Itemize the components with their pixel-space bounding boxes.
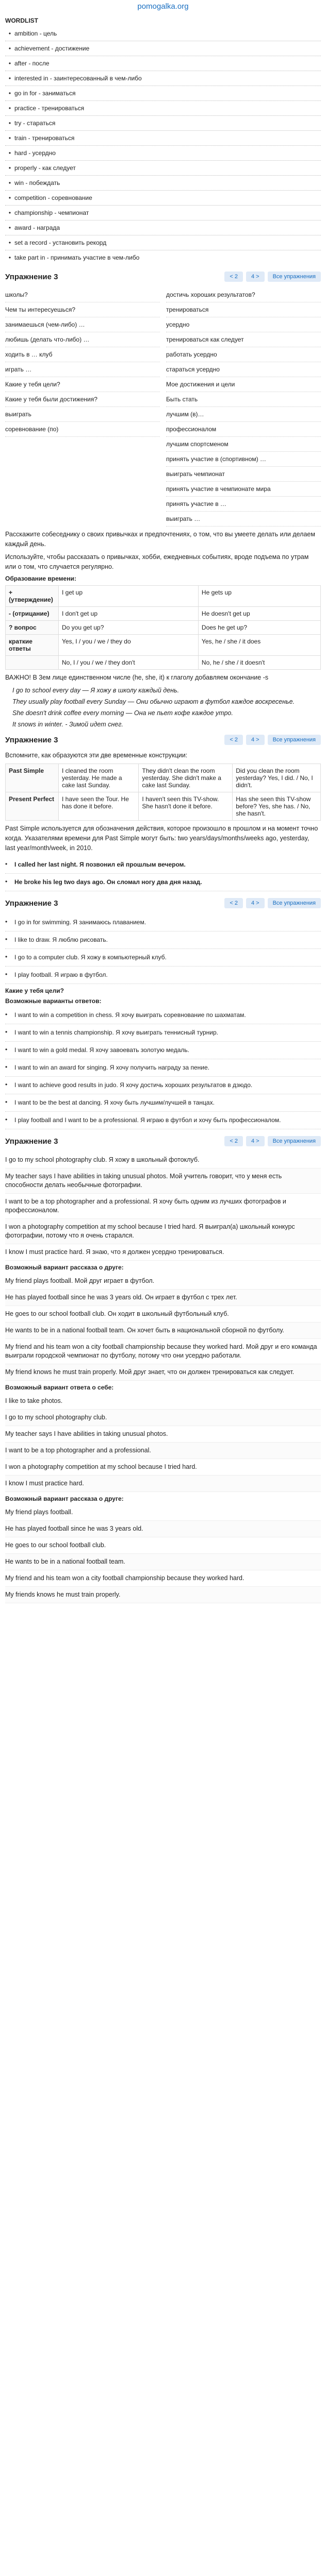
list-item: профессионалом (166, 422, 321, 437)
table-row (6, 764, 321, 792)
list-item: соревнование (по) (5, 422, 160, 437)
exercise-nav (224, 898, 321, 908)
ex5-self-label: Возможный вариант ответа о себе: (5, 1384, 114, 1391)
list-item-text: championship - чемпионат (14, 209, 89, 216)
bullet-icon: • (5, 1116, 8, 1123)
exercise-1 (0, 270, 326, 527)
list-item: усердно (166, 317, 321, 332)
answer-line: My friend and his team won a city football championship because they worked hard. (5, 1570, 321, 1587)
list-item-text: try - стараться (14, 120, 56, 127)
next-exercise-button[interactable]: 4 > (246, 898, 265, 908)
table-cell: Yes, I / you / we / they do (59, 635, 199, 656)
exercise-2 (0, 530, 326, 728)
list-item-text: I play football. Я играю в футбол. (14, 971, 108, 978)
answer-line: He has played football since he was 3 years old. (5, 1521, 321, 1537)
site-title[interactable]: pomogalka.org (137, 2, 189, 11)
answer-line: He goes to our school football club. Он ходит в школьный футбольный клуб. (5, 1306, 321, 1323)
bullet-icon: • (8, 179, 11, 187)
all-exercises-button[interactable]: Все упражнения (268, 735, 321, 745)
row-label: + (утверждение) (6, 586, 59, 607)
table-row (6, 607, 321, 621)
bullet-icon: • (5, 936, 8, 943)
bullet-icon: • (5, 1081, 8, 1088)
ex3-intro: Вспомните, как образуются эти две временные конструкции: (5, 752, 188, 759)
list-item (5, 967, 321, 984)
list-item: работать усердно (166, 347, 321, 362)
ex2-examples (5, 687, 321, 728)
list-item: школы? (5, 287, 160, 302)
list-item: лучшим спортсменом (166, 437, 321, 452)
present-simple-table (5, 585, 321, 670)
list-item (5, 100, 321, 115)
table-cell: Do you get up? (59, 621, 199, 635)
list-item (5, 145, 321, 160)
bullet-icon: • (5, 918, 8, 925)
table-row (6, 586, 321, 607)
table-cell: No, he / she / it doesn't (198, 656, 320, 670)
bullet-icon: • (8, 75, 11, 82)
row-label: краткие ответы (6, 635, 59, 656)
exercise-bar (5, 896, 321, 910)
exercise-bar (5, 733, 321, 747)
answer-line: My friend plays football. Мой друг играет в футбол. (5, 1273, 321, 1290)
list-item-text: take part in - принимать участие в чем-либо (14, 254, 140, 261)
tense-table (5, 764, 321, 821)
list-item-text: He broke his leg two days ago. Он сломал ногу два дня назад. (14, 878, 202, 886)
list-item: выиграть (5, 407, 160, 422)
list-item-text: I called her last night. Я позвонил ей прошлым вечером. (14, 861, 186, 868)
exercise-nav (224, 1136, 321, 1146)
list-item-text: train - тренироваться (14, 134, 75, 142)
answer-line: My friends knows he must train properly. (5, 1587, 321, 1603)
list-item (5, 250, 321, 265)
list-item-text: practice - тренироваться (14, 105, 85, 112)
list-item (5, 130, 321, 145)
answer-line: I want to be a top photographer and a professional. Я хочу быть одним из лучших фотографов и профессионалом. (5, 1194, 321, 1219)
list-item: Быть стать (166, 392, 321, 407)
list-item: занимаешься (чем-либо) … (5, 317, 160, 332)
list-item-text: I play football and I want to be a professional. Я играю в футбол и хочу быть профессионалом. (14, 1116, 281, 1124)
list-item: принять участие в чемпионате мира (166, 482, 321, 497)
ex5-self-lines (5, 1393, 321, 1492)
answer-line: I want to be a top photographer and a professional. (5, 1443, 321, 1459)
table-cell: I cleaned the room yesterday. He made a cake last Sunday. (59, 764, 139, 792)
list-item (5, 1059, 321, 1077)
exercise-title: Упражнение 3 (5, 1137, 58, 1146)
exercise-title: Упражнение 3 (5, 272, 58, 281)
list-item: ходить в … клуб (5, 347, 160, 362)
exercise-bar (5, 270, 321, 283)
list-item-text: ambition - цель (14, 30, 57, 37)
list-item (5, 914, 321, 931)
table-cell: They didn't clean the room yesterday. She didn't make a cake last Sunday. (139, 764, 233, 792)
ex3-paragraph: Past Simple используется для обозначения действия, которое произошло в прошлом и на момент точно когда. Указателями времени для Past Simple могут быть: two years/days/months/weeks ago, yesterday, last year/month/week, in 2010. (5, 825, 318, 852)
exercise-title: Упражнение 3 (5, 735, 58, 744)
list-item (5, 41, 321, 56)
bullet-icon: • (8, 120, 11, 127)
list-item: достичь хороших результатов? (166, 287, 321, 302)
answer-line: I go to my school photography club. Я хожу в школьный фотоклуб. (5, 1152, 321, 1168)
bullet-icon: • (5, 953, 8, 960)
next-exercise-button[interactable]: 4 > (246, 1136, 265, 1146)
bullet-icon: • (8, 209, 11, 216)
list-item: Мое достижения и цели (166, 377, 321, 392)
bullet-icon: • (8, 224, 11, 231)
list-item-text: I want to win a competition in chess. Я хочу выиграть соревнование по шахматам. (14, 1011, 246, 1019)
answer-line: I won a photography competition at my school because I tried hard. Я выиграл(а) школьный конкурс фотографии, потому что я очень старался. (5, 1219, 321, 1244)
list-item (5, 190, 321, 205)
ex5-friend-label-2: Возможный вариант рассказа о друге: (5, 1495, 124, 1502)
list-item (5, 26, 321, 41)
ex3-examples (5, 856, 321, 891)
ex5-friend-lines-2 (5, 1504, 321, 1603)
list-item (5, 1007, 321, 1024)
list-item (5, 175, 321, 190)
list-item (5, 1094, 321, 1112)
list-item (5, 1112, 321, 1129)
example-sentence: She doesn't drink coffee every morning — Она не пьет кофе каждое утро. (12, 709, 233, 717)
bullet-icon: • (8, 60, 11, 67)
list-item-text: I want to achieve good results in judo. Я хочу достичь хороших результатов в дзюдо. (14, 1081, 253, 1089)
list-item-text: award - награда (14, 224, 60, 231)
ex2-important-note: ВАЖНО! В 3ем лице единственном числе (he, she, it) к глаголу добавляем окончание -s (5, 674, 269, 681)
answer-line: I won a photography competition at my school because I tried hard. (5, 1459, 321, 1476)
example-sentence: I go to school every day — Я хожу в школу каждый день. (12, 687, 180, 694)
answer-line: He wants to be in a national football team. Он хочет быть в национальной сборной по футболу. (5, 1323, 321, 1339)
bullet-icon: • (5, 860, 8, 868)
table-cell: Did you clean the room yesterday? Yes, I did. / No, I didn't. (233, 764, 321, 792)
list-item-text: I want to win an award for singing. Я хочу получить награду за пение. (14, 1064, 209, 1071)
table-cell: I haven't seen this TV-show. She hasn't done it before. (139, 792, 233, 821)
all-exercises-button[interactable]: Все упражнения (268, 1136, 321, 1146)
bullet-icon: • (5, 1028, 8, 1036)
table-cell: Does he get up? (198, 621, 320, 635)
row-label: Present Perfect (6, 792, 59, 821)
list-item-text: properly - как следует (14, 164, 76, 172)
list-item: Чем ты интересуешься? (5, 302, 160, 317)
answer-line: My friend knows he must train properly. Мой друг знает, что он должен тренироваться как следует. (5, 1364, 321, 1381)
prev-exercise-button[interactable]: < 2 (224, 735, 243, 745)
list-item-text: I go to a computer club. Я хожу в компьютерный клуб. (14, 954, 167, 961)
table-row (6, 635, 321, 656)
row-label: ? вопрос (6, 621, 59, 635)
list-item-text: I go in for swimming. Я занимаюсь плаванием. (14, 919, 146, 926)
answer-line: My teacher says I have abilities in taking unusual photos. (5, 1426, 321, 1443)
row-label: - (отрицание) (6, 607, 59, 621)
list-item: лучшим (в)… (166, 407, 321, 422)
list-item-text: interested in - заинтересованный в чем-либо (14, 75, 142, 82)
list-item: стараться усердно (166, 362, 321, 377)
table-cell: Has she seen this TV-show before? Yes, she has. / No, she hasn't. (233, 792, 321, 821)
list-item (5, 160, 321, 175)
exercise-3 (0, 733, 326, 891)
answer-line: My friend and his team won a city football championship because they worked hard. Мой друг и его команда выиграли городской чемпионат по футболу, потому что они усердно работали. (5, 1339, 321, 1364)
ex4-list-1 (5, 914, 321, 984)
answer-line: I know I must practice hard. Я знаю, что я должен усердно тренироваться. (5, 1244, 321, 1261)
prev-exercise-button[interactable]: < 2 (224, 898, 243, 908)
list-item (5, 71, 321, 86)
answer-line: He has played football since he was 3 years old. Он играет в футбол с трех лет. (5, 1290, 321, 1306)
bullet-icon: • (8, 45, 11, 52)
list-item: тренироваться (166, 302, 321, 317)
exercise-title: Упражнение 3 (5, 899, 58, 908)
bullet-icon: • (8, 134, 11, 142)
bullet-icon: • (8, 90, 11, 97)
answer-line: I know I must practice hard. (5, 1476, 321, 1492)
all-exercises-button[interactable]: Все упражнения (268, 898, 321, 908)
list-item (5, 86, 321, 100)
bullet-icon: • (5, 1098, 8, 1106)
list-item-text: achievement - достижение (14, 45, 90, 52)
list-item (5, 220, 321, 235)
bullet-icon: • (8, 105, 11, 112)
bullet-icon: • (8, 254, 11, 261)
bullet-icon: • (8, 149, 11, 157)
ex2-intro: Расскажите собеседнику о своих привычках и предпочтениях, о том, что вы умеете делать или делаем каждый день. (5, 531, 315, 548)
bullet-icon: • (5, 1011, 8, 1018)
example-sentence: It snows in winter. - Зимой идет снег. (12, 721, 123, 728)
exercise-5 (0, 1134, 326, 1603)
list-item: играть … (5, 362, 160, 377)
list-item (5, 205, 321, 220)
wordlist (5, 26, 321, 265)
list-item-text: hard - усердно (14, 149, 56, 157)
answer-line: He goes to our school football club. (5, 1537, 321, 1554)
next-exercise-button[interactable]: 4 > (246, 735, 265, 745)
wordlist-section (0, 17, 326, 265)
ex5-friend-label: Возможный вариант рассказа о друге: (5, 1264, 124, 1271)
list-item: принять участие в … (166, 497, 321, 512)
table-row (6, 792, 321, 821)
bullet-icon: • (8, 239, 11, 246)
list-item-text: competition - соревнование (14, 194, 92, 201)
list-item-text: I want to be the best at dancing. Я хочу быть лучшим/лучшей в танцах. (14, 1099, 215, 1106)
table-cell: I have seen the Tour. He has done it before. (59, 792, 139, 821)
list-item: Какие у тебя были достижения? (5, 392, 160, 407)
row-label: Past Simple (6, 764, 59, 792)
bullet-icon: • (5, 1046, 8, 1053)
list-item (5, 1077, 321, 1094)
bullet-icon: • (8, 164, 11, 172)
ex4-list-2 (5, 1007, 321, 1129)
answer-line: I go to my school photography club. (5, 1410, 321, 1426)
ex5-lines (5, 1152, 321, 1261)
list-item-text: go in for - заниматься (14, 90, 76, 97)
table-cell: I get up (59, 586, 199, 607)
list-item (5, 56, 321, 71)
table-row (6, 621, 321, 635)
table-cell: He gets up (198, 586, 320, 607)
list-item (5, 115, 321, 130)
exercise-nav (224, 735, 321, 745)
list-item: тренироваться как следует (166, 332, 321, 347)
ex4-question: Какие у тебя цели? (5, 987, 64, 994)
list-item-text: I want to win a tennis championship. Я хочу выиграть теннисный турнир. (14, 1029, 219, 1036)
list-item-text: I want to win a gold medal. Я хочу завоевать золотую медаль. (14, 1046, 189, 1054)
ex5-friend-lines (5, 1273, 321, 1381)
list-item (5, 931, 321, 949)
list-item (5, 856, 321, 874)
exercise-4 (0, 896, 326, 1129)
row-label (6, 656, 59, 670)
list-item: Какие у тебя цели? (5, 377, 160, 392)
phrase-column-right (166, 287, 321, 527)
bullet-icon: • (5, 878, 8, 885)
table-cell: Yes, he / she / it does (198, 635, 320, 656)
bullet-icon: • (5, 971, 8, 978)
ex4-answers-label: Возможные варианты ответов: (5, 997, 102, 1005)
list-item: выиграть чемпионат (166, 467, 321, 482)
table-cell: He doesn't get up (198, 607, 320, 621)
bullet-icon: • (8, 194, 11, 201)
wordlist-heading: WORDLIST (5, 17, 38, 24)
answer-line: My friend plays football. (5, 1504, 321, 1521)
exercise-bar (5, 1134, 321, 1148)
table-cell: I don't get up (59, 607, 199, 621)
all-exercises-button[interactable]: Все упражнения (268, 272, 321, 282)
exercise-nav (224, 272, 321, 282)
next-exercise-button[interactable]: 4 > (246, 272, 265, 282)
list-item-text: set a record - установить рекорд (14, 239, 107, 246)
list-item-text: win - побеждать (14, 179, 60, 187)
phrase-columns (5, 287, 321, 527)
list-item: принять участие в (спортивном) … (166, 452, 321, 467)
list-item (5, 1042, 321, 1059)
example-sentence: They usually play football every Sunday — Они обычно играют в футбол каждое воскресенье. (12, 698, 295, 705)
bullet-icon: • (5, 1063, 8, 1071)
answer-line: My teacher says I have abilities in taking unusual photos. Мой учитель говорит, что у меня есть способности делать необычные фотографии. (5, 1168, 321, 1194)
prev-exercise-button[interactable]: < 2 (224, 272, 243, 282)
list-item (5, 874, 321, 891)
table-row (6, 656, 321, 670)
table-cell: No, I / you / we / they don't (59, 656, 199, 670)
prev-exercise-button[interactable]: < 2 (224, 1136, 243, 1146)
list-item (5, 1024, 321, 1042)
ex2-paragraph: Используйте, чтобы рассказать о привычках, хобби, ежедневных событиях, вроде подъема по утрам или о том, что случается регулярно. (5, 553, 309, 570)
list-item-text: I like to draw. Я люблю рисовать. (14, 936, 108, 943)
phrase-column-left (5, 287, 160, 527)
list-item-text: after - после (14, 60, 50, 67)
bullet-icon: • (8, 30, 11, 37)
list-item (5, 235, 321, 250)
answer-line: I like to take photos. (5, 1393, 321, 1410)
list-item (5, 949, 321, 967)
list-item: любишь (делать что-либо) … (5, 332, 160, 347)
list-item: выиграть … (166, 512, 321, 527)
ex2-table-title: Образование времени: (5, 575, 76, 582)
answer-line: He wants to be in a national football team. (5, 1554, 321, 1570)
